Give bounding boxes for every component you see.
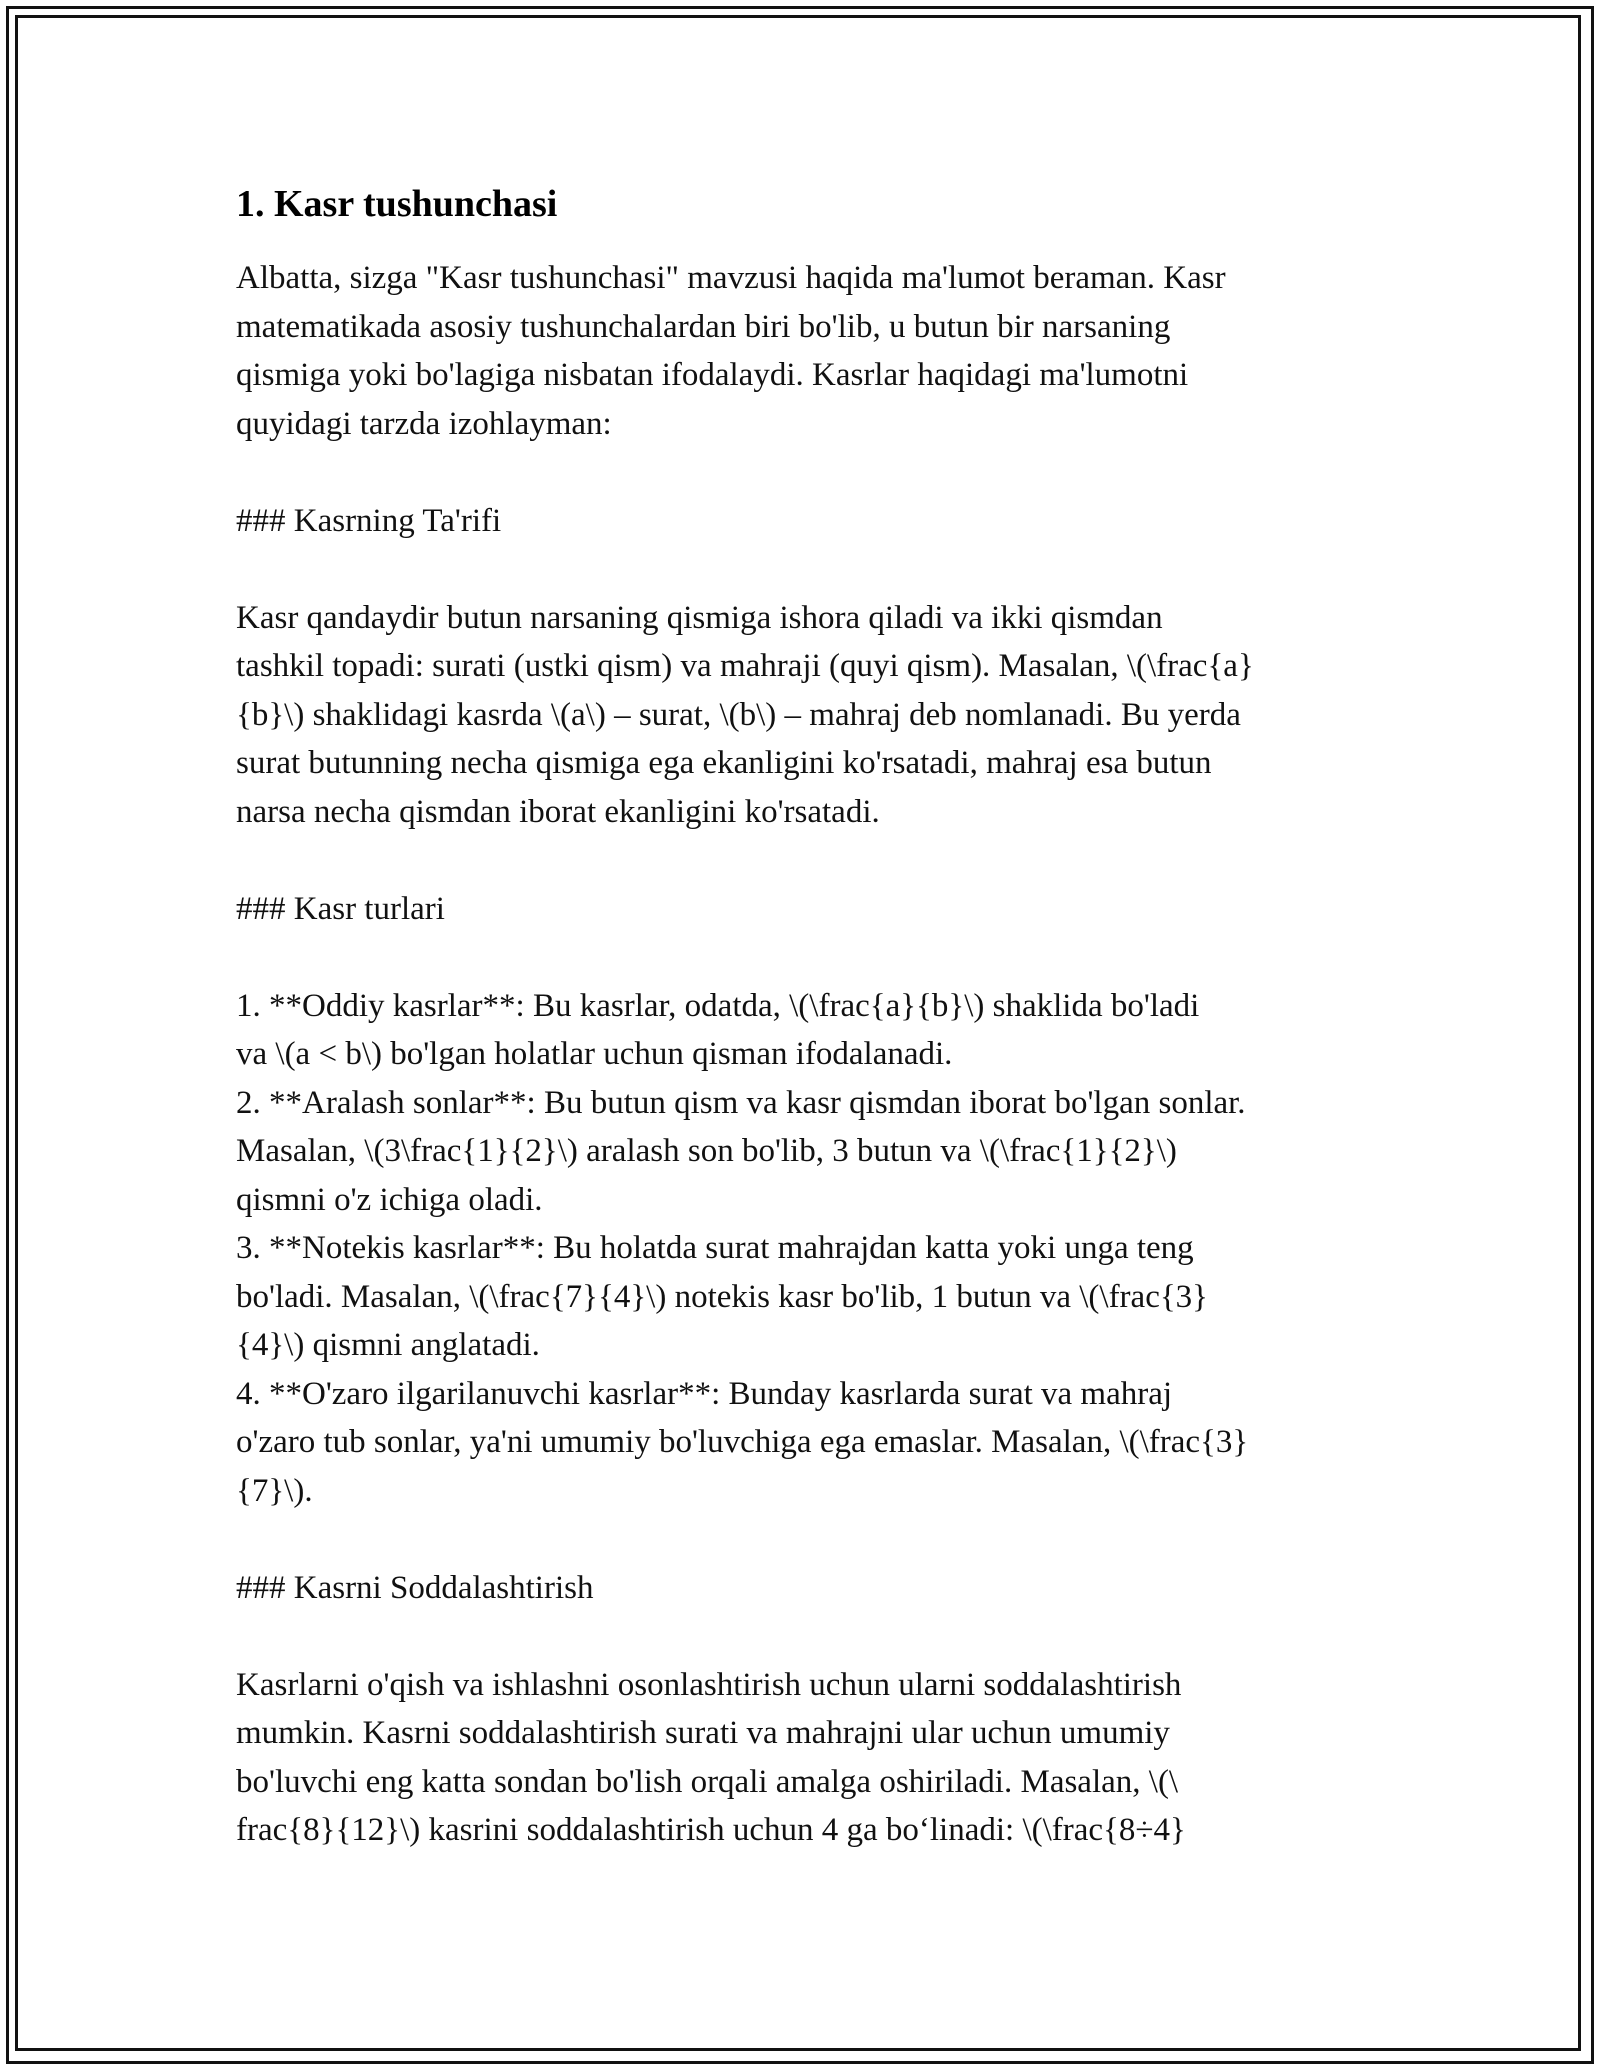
spacer [236,1612,1366,1661]
spacer [236,1515,1366,1564]
list-item-oddiy: 1. **Oddiy kasrlar**: Bu kasrlar, odatda, \(\frac{a}{b}\) shaklida bo'ladi va \(a < b\) bo'lgan holatlar uchun qisman ifodalanadi. [236,987,1200,1072]
page-title: 1. Kasr tushunchasi [236,183,558,225]
section-heading-simplify: ### Kasrni Soddalashtirish [236,1569,594,1606]
spacer [236,545,1366,594]
definition-paragraph: Kasr qandaydir butun narsaning qismiga ishora qiladi va ikki qismdan tashkil topadi: surati (ustki qism) va mahraji (quyi qism). Masalan, \(\frac{a} {b}\) shaklidagi kasrda \(a\) – surat, \(b\) – mahraj deb nomlanadi. Bu yerda surat butunning necha qismiga ega ekanligini ko'rsatadi, mahraj esa butun narsa necha qismdan iborat ekanligini ko'rsatadi. [236,599,1254,830]
spacer [236,933,1366,982]
intro-paragraph: Albatta, sizga "Kasr tushunchasi" mavzusi haqida ma'lumot beraman. Kasr matematikada asosiy tushunchalardan biri bo'lib, u butun bir narsaning qismiga yoki bo'lagiga nisbatan ifodalaydi. Kasrlar haqidagi ma'lumotni quyidagi tarzda izohlayman: [236,260,1226,442]
list-item-notekis: 3. **Notekis kasrlar**: Bu holatda surat mahrajdan katta yoki unga teng bo'ladi. Masalan, \(\frac{7}{4}\) notekis kasr bo'lib, 1 butun va \(\frac{3} {4}\) qismni anglatadi. [236,1230,1209,1363]
document-body [236,180,1366,1855]
spacer [236,836,1366,885]
list-item-aralash: 2. **Aralash sonlar**: Bu butun qism va kasr qismdan iborat bo'lgan sonlar. Masalan, \(3\frac{1}{2}\) aralash son bo'lib, 3 butun va \(\frac{1}{2}\) qismni o'z ichiga oladi. [236,1084,1246,1218]
section-heading-definition: ### Kasrning Ta'rifi [236,502,502,539]
simplify-paragraph: Kasrlarni o'qish va ishlashni osonlashtirish uchun ularni soddalashtirish mumkin. Kasrni soddalashtirish surati va mahrajni ular uchun umumiy bo'luvchi eng katta sondan bo'lish orqali amalga oshiriladi. Masalan, \(\ frac{8}{12}\) kasrini soddalashtirish uchun 4 ga bo‘linadi: \(\frac{8÷4} [236,1666,1186,1848]
list-item-ozaro: 4. **O'zaro ilgarilanuvchi kasrlar**: Bunday kasrlarda surat va mahraj o'zaro tub sonlar, ya'ni umumiy bo'luvchiga ega emaslar. Masalan, \(\frac{3} {7}\). [236,1375,1249,1509]
types-list [236,982,1366,1516]
spacer [236,448,1366,497]
section-heading-types: ### Kasr turlari [236,890,445,927]
